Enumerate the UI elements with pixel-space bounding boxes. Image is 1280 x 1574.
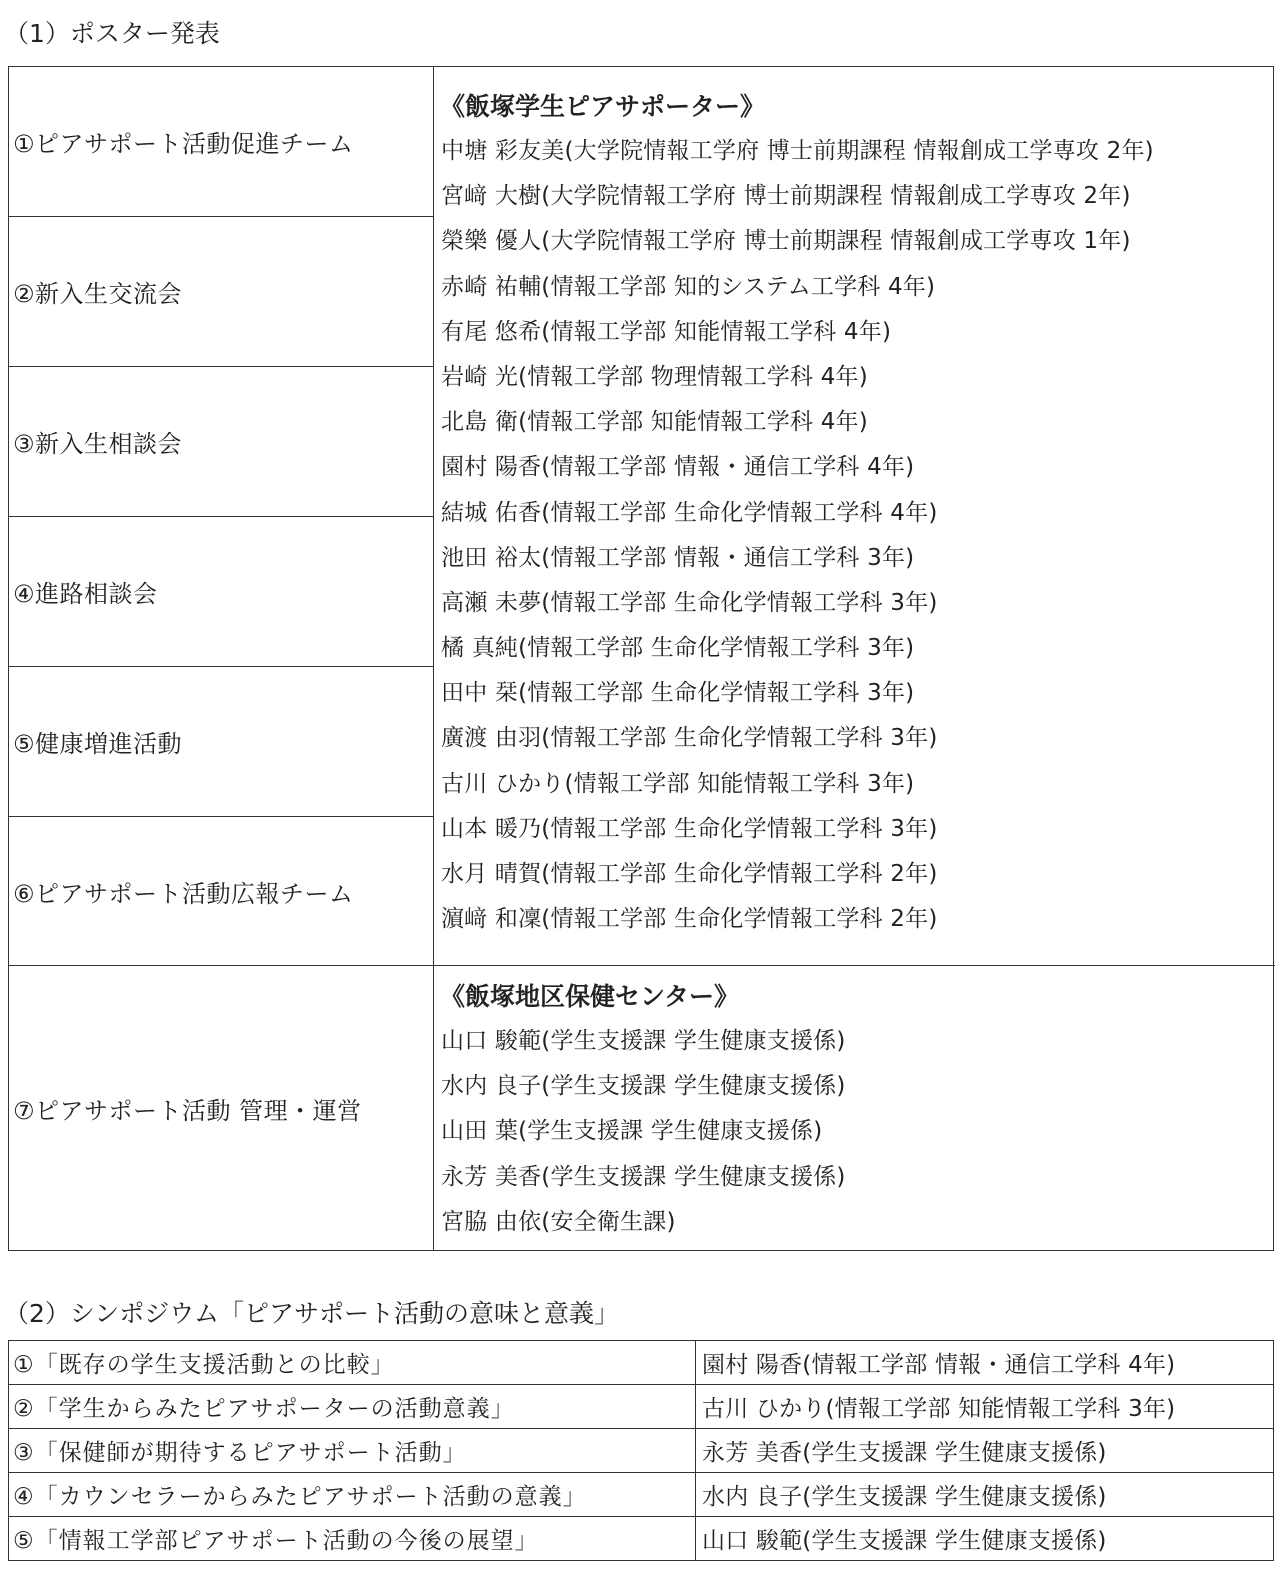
symposium-table [8,1340,1274,1561]
member-item: 宮脇 由依(安全衛生課) [441,1208,676,1235]
member-item: 有尾 悠希(情報工学部 知能情報工学科 4年) [441,318,892,345]
speaker-cell: 永芳 美香(学生支援課 学生健康支援係) [696,1429,1274,1473]
member-item: 高瀬 未夢(情報工学部 生命化学情報工学科 3年) [441,589,938,616]
topic-cell: ④「カウンセラーからみたピアサポート活動の意義」 [9,1473,696,1517]
member-item: 田中 栞(情報工学部 生命化学情報工学科 3年) [441,680,915,707]
table-row [9,1429,1274,1473]
member-item: 池田 裕太(情報工学部 情報・通信工学科 3年) [441,544,915,571]
member-list [432,1019,1266,1245]
activity-cell: ⑥ピアサポート活動広報チーム [9,817,433,966]
member-item: 濵﨑 和凜(情報工学部 生命化学情報工学科 2年) [441,906,938,933]
member-item: 古川 ひかり(情報工学部 知能情報工学科 3年) [441,770,915,797]
poster-section-title: （1）ポスター発表 [4,19,220,48]
member-item: 中塘 彩友美(大学院情報工学府 博士前期課程 情報創成工学専攻 2年) [441,138,1154,164]
activity-cell: ②新入生交流会 [9,217,433,367]
member-item: 赤崎 祐輔(情報工学部 知的システム工学科 4年) [441,273,936,300]
member-item: 山本 暖乃(情報工学部 生命化学情報工学科 3年) [441,815,938,842]
member-item: 山田 葉(学生支援課 学生健康支援係) [441,1118,823,1145]
activity-cell: ⑤健康増進活動 [9,667,433,817]
topic-cell: ③「保健師が期待するピアサポート活動」 [9,1429,696,1473]
member-list [432,129,1266,942]
health-center-group [432,974,1266,1245]
table-row [9,1385,1274,1429]
member-item: 橘 真純(情報工学部 生命化学情報工学科 3年) [441,635,915,662]
speaker-cell: 古川 ひかり(情報工学部 知能情報工学科 3年) [696,1385,1274,1429]
symposium-section-title: （2）シンポジウム「ピアサポート活動の意味と意義」 [4,1299,620,1328]
topic-cell: ⑤「情報工学部ピアサポート活動の今後の展望」 [9,1517,696,1561]
group-heading: 《飯塚地区保健センター》 [440,982,740,1011]
member-item: 宮﨑 大樹(大学院情報工学府 博士前期課程 情報創成工学専攻 2年) [441,183,1131,210]
member-item: 永芳 美香(学生支援課 学生健康支援係) [441,1163,846,1190]
activity-cell: ⑦ピアサポート活動 管理・運営 [13,1096,362,1125]
member-item: 水月 晴賀(情報工学部 生命化学情報工学科 2年) [441,861,938,887]
member-item: 水内 良子(学生支援課 学生健康支援係) [441,1073,846,1100]
member-item: 榮樂 優人(大学院情報工学府 博士前期課程 情報創成工学専攻 1年) [441,228,1131,255]
member-item: 北島 衛(情報工学部 知能情報工学科 4年) [441,409,868,436]
topic-cell: ②「学生からみたピアサポーターの活動意義」 [9,1385,696,1429]
speaker-cell: 水内 良子(学生支援課 学生健康支援係) [696,1473,1274,1517]
table-row [9,1341,1274,1385]
activity-cell: ①ピアサポート活動促進チーム [9,67,433,217]
member-item: 岩崎 光(情報工学部 物理情報工学科 4年) [441,363,868,390]
member-item: 結城 佑香(情報工学部 生命化学情報工学科 4年) [441,499,938,526]
topic-cell: ①「既存の学生支援活動との比較」 [9,1341,696,1385]
member-item: 園村 陽香(情報工学部 情報・通信工学科 4年) [441,454,915,481]
group-heading: 《飯塚学生ピアサポーター》 [440,92,766,121]
table-row [9,1473,1274,1517]
group-divider [434,965,1275,966]
activity-column [9,67,434,1250]
table-row [9,1517,1274,1561]
speaker-cell: 園村 陽香(情報工学部 情報・通信工学科 4年) [696,1341,1274,1385]
speaker-cell: 山口 駿範(学生支援課 学生健康支援係) [696,1517,1274,1561]
student-supporters-group [432,84,1266,942]
activity-cell: ④進路相談会 [9,517,433,667]
member-item: 山口 駿範(学生支援課 学生健康支援係) [441,1028,846,1054]
member-item: 廣渡 由羽(情報工学部 生命化学情報工学科 3年) [441,725,938,752]
activity-cell: ③新入生相談会 [9,367,433,517]
